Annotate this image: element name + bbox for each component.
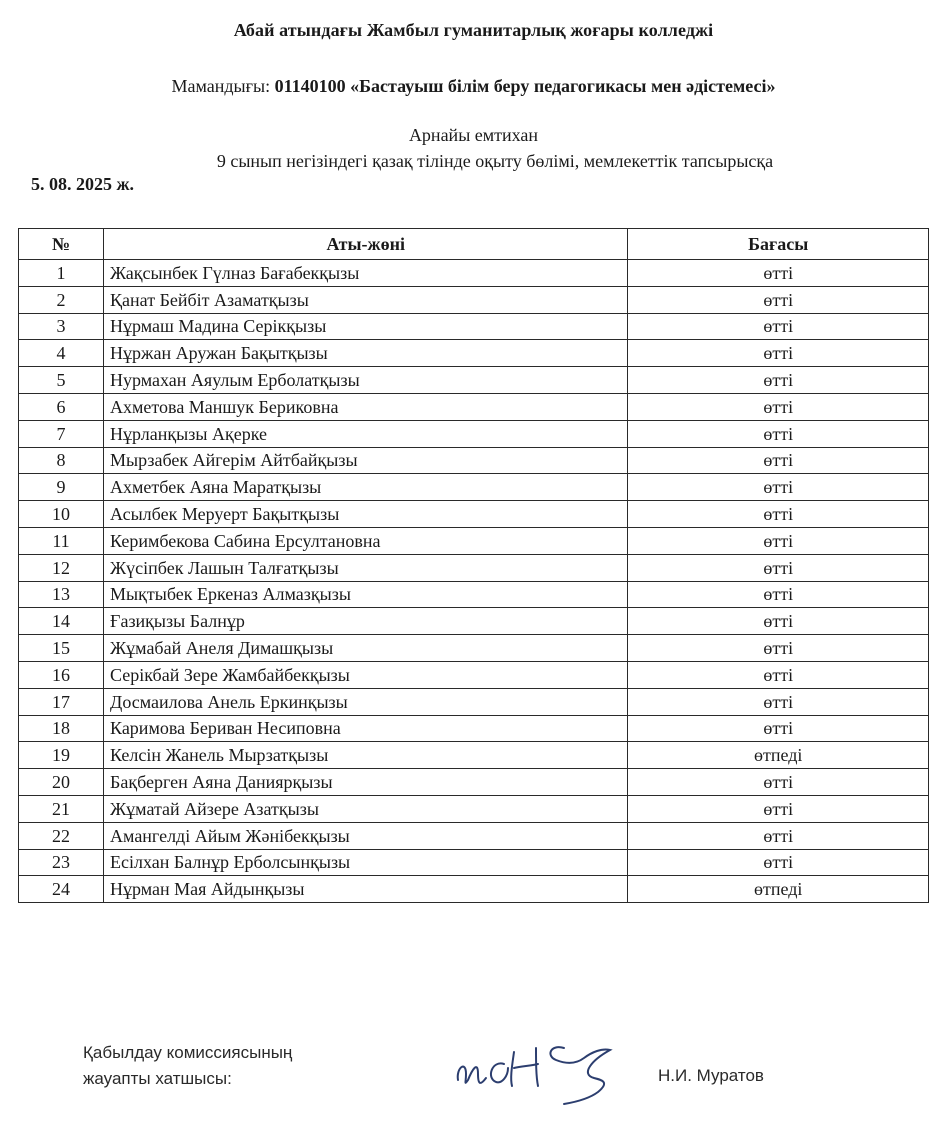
student-name: Нурмахан Аяулым Ерболатқызы [104, 367, 628, 394]
row-number: 4 [19, 340, 104, 367]
student-grade: өтті [628, 715, 929, 742]
exam-date: 5. 08. 2025 ж. [31, 174, 135, 194]
table-row [19, 474, 929, 501]
student-grade: өтті [628, 447, 929, 474]
row-number: 10 [19, 501, 104, 528]
table-row [19, 742, 929, 769]
student-grade: өтті [628, 527, 929, 554]
student-name: Мықтыбек Еркеназ Алмазқызы [104, 581, 628, 608]
student-name: Керимбекова Сабина Ерсултановна [104, 527, 628, 554]
table-row [19, 313, 929, 340]
student-name: Каримова Бериван Несиповна [104, 715, 628, 742]
student-name: Серікбай Зере Жамбайбекқызы [104, 661, 628, 688]
student-name: Жұмабай Анеля Димашқызы [104, 635, 628, 662]
row-number: 21 [19, 795, 104, 822]
student-name: Ахметбек Аяна Маратқызы [104, 474, 628, 501]
specialty-line [0, 76, 947, 97]
student-name: Амангелді Айым Жәнібекқызы [104, 822, 628, 849]
row-number: 5 [19, 367, 104, 394]
student-name: Ахметова Маншук Бериковна [104, 393, 628, 420]
exam-type: Арнайы емтихан [408, 125, 539, 145]
row-number: 17 [19, 688, 104, 715]
signer-name: Н.И. Муратов [658, 1066, 764, 1085]
row-number: 11 [19, 527, 104, 554]
row-number: 3 [19, 313, 104, 340]
row-number: 14 [19, 608, 104, 635]
student-grade: өтті [628, 608, 929, 635]
student-name: Мырзабек Айгерім Айтбайқызы [104, 447, 628, 474]
student-grade: өтті [628, 340, 929, 367]
row-number: 23 [19, 849, 104, 876]
student-name: Қанат Бейбіт Азаматқызы [104, 286, 628, 313]
student-grade: өтті [628, 367, 929, 394]
student-name: Жұматай Айзере Азатқызы [104, 795, 628, 822]
student-grade: өтті [628, 688, 929, 715]
row-number: 9 [19, 474, 104, 501]
table-row [19, 554, 929, 581]
handwritten-signature-icon [452, 1030, 622, 1110]
signature-label-line2: жауапты хатшысы: [83, 1069, 232, 1088]
table-row [19, 527, 929, 554]
table-row [19, 769, 929, 796]
table-row [19, 420, 929, 447]
student-grade: өтті [628, 501, 929, 528]
table-row [19, 715, 929, 742]
table-row [19, 795, 929, 822]
table-row [19, 393, 929, 420]
student-grade: өтпеді [628, 742, 929, 769]
row-number: 12 [19, 554, 104, 581]
student-grade: өтпеді [628, 876, 929, 903]
student-name: Есілхан Балнұр Ерболсынқызы [104, 849, 628, 876]
department-line: 9 сынып негізіндегі қазақ тілінде оқыту бөлімі, мемлекеттік тапсырысқа [216, 151, 774, 171]
table-row [19, 608, 929, 635]
student-grade: өтті [628, 260, 929, 287]
row-number: 2 [19, 286, 104, 313]
student-grade: өтті [628, 554, 929, 581]
specialty-label: Мамандығы: [171, 76, 271, 96]
header-number: № [19, 229, 104, 260]
table-row [19, 447, 929, 474]
college-title: Абай атындағы Жамбыл гуманитарлық жоғары колледжі [233, 20, 714, 40]
row-number: 15 [19, 635, 104, 662]
table-row [19, 688, 929, 715]
row-number: 1 [19, 260, 104, 287]
table-row [19, 876, 929, 903]
student-grade: өтті [628, 313, 929, 340]
table-row [19, 501, 929, 528]
student-grade: өтті [628, 661, 929, 688]
table-row [19, 661, 929, 688]
student-name: Бақберген Аяна Даниярқызы [104, 769, 628, 796]
row-number: 7 [19, 420, 104, 447]
student-grade: өтті [628, 286, 929, 313]
student-grade: өтті [628, 795, 929, 822]
student-grade: өтті [628, 581, 929, 608]
row-number: 20 [19, 769, 104, 796]
row-number: 8 [19, 447, 104, 474]
row-number: 16 [19, 661, 104, 688]
table-row [19, 822, 929, 849]
student-grade: өтті [628, 474, 929, 501]
header-grade: Бағасы [628, 229, 929, 260]
student-name: Досмаилова Анель Еркинқызы [104, 688, 628, 715]
student-name: Нұржан Аружан Бақытқызы [104, 340, 628, 367]
student-name: Нұрланқызы Ақерке [104, 420, 628, 447]
table-row [19, 340, 929, 367]
student-grade: өтті [628, 635, 929, 662]
student-name: Жақсынбек Гүлназ Бағабекқызы [104, 260, 628, 287]
row-number: 22 [19, 822, 104, 849]
table-row [19, 260, 929, 287]
student-name: Нұрмаш Мадина Серікқызы [104, 313, 628, 340]
row-number: 18 [19, 715, 104, 742]
student-grade: өтті [628, 822, 929, 849]
specialty-value: 01140100 «Бастауыш білім беру педагогикасы мен әдістемесі» [274, 76, 776, 96]
row-number: 24 [19, 876, 104, 903]
table-row [19, 635, 929, 662]
student-name: Ғазиқызы Балнұр [104, 608, 628, 635]
student-name: Жүсіпбек Лашын Талғатқызы [104, 554, 628, 581]
signature-label-line1: Қабылдау комиссиясының [83, 1043, 293, 1062]
student-name: Асылбек Меруерт Бақытқызы [104, 501, 628, 528]
row-number: 13 [19, 581, 104, 608]
signature-label [83, 1040, 292, 1092]
row-number: 19 [19, 742, 104, 769]
student-grade: өтті [628, 849, 929, 876]
header-name: Аты-жөні [104, 229, 628, 260]
row-number: 6 [19, 393, 104, 420]
student-name: Нұрман Мая Айдынқызы [104, 876, 628, 903]
student-grade: өтті [628, 393, 929, 420]
table-header-row [19, 229, 929, 260]
table-row [19, 367, 929, 394]
table-row [19, 581, 929, 608]
table-row [19, 286, 929, 313]
student-grade: өтті [628, 420, 929, 447]
results-table [18, 228, 929, 903]
student-grade: өтті [628, 769, 929, 796]
table-row [19, 849, 929, 876]
student-name: Келсін Жанель Мырзатқызы [104, 742, 628, 769]
